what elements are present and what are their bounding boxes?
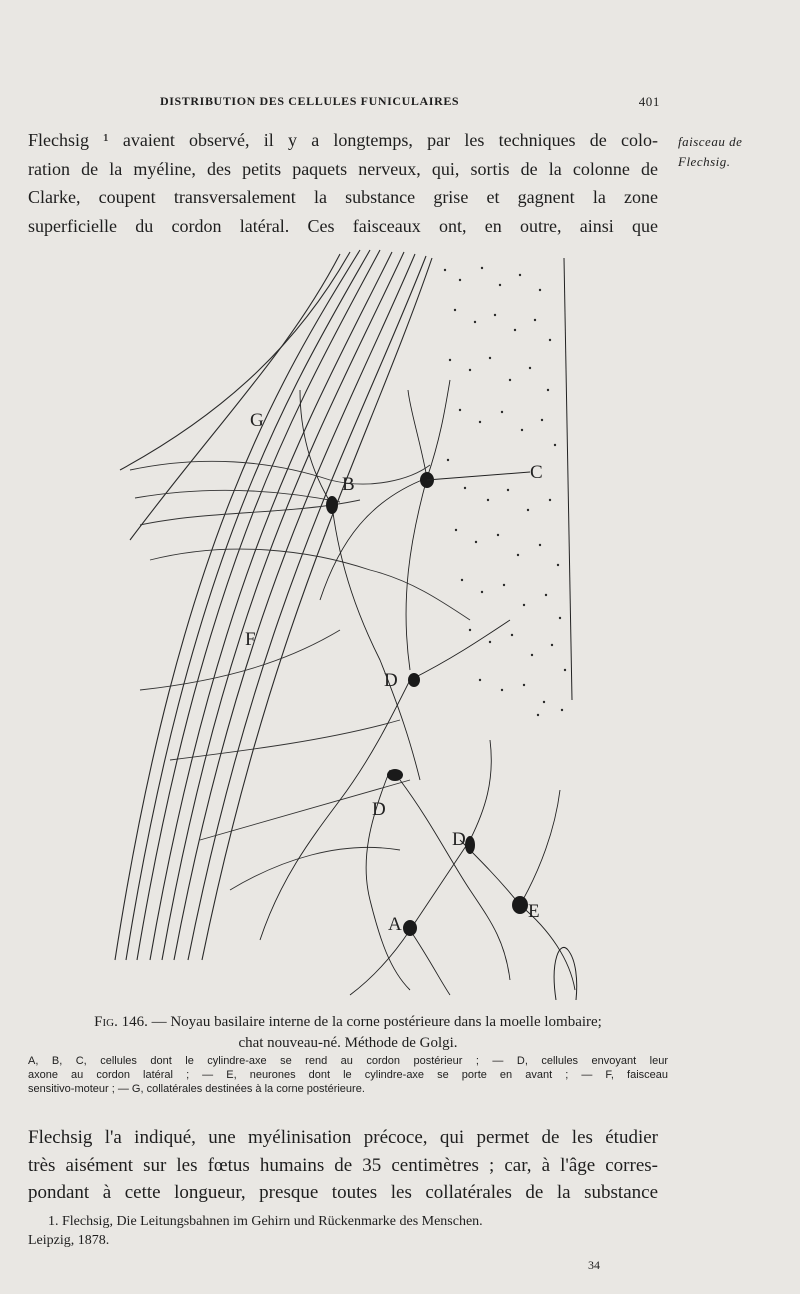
footnote-line: 1. Flechsig, Die Leitungsbahnen im Gehirn und Rückenmarke des Menschen. (48, 1214, 483, 1229)
text-line: pondant à cette longueur, presque toutes les collatérales de la substance (28, 1182, 658, 1203)
golgi-drawing (110, 240, 590, 1000)
legend-line: A, B, C, cellules dont le cylindre-axe se rend au cordon postérieur ; — D, cellules envoyant leur (28, 1055, 668, 1067)
text-line: très aisément sur les fœtus humains de 35 centimètres ; car, à l'âge corres- (28, 1154, 658, 1176)
label-e: E (528, 901, 540, 922)
label-d-upper: D (384, 670, 398, 691)
running-head-title: DISTRIBUTION DES CELLULES FUNICULAIRES (160, 94, 460, 108)
page-number: 401 (638, 94, 660, 109)
label-g: G (250, 410, 264, 431)
label-d-middle: D (372, 799, 386, 820)
text-line: Clarke, coupent transversalement la substance grise et gagnent la zone (28, 187, 658, 208)
footnote-line: Leipzig, 1878. (28, 1233, 110, 1248)
paragraph-top (28, 126, 658, 241)
label-c: C (530, 462, 543, 483)
cell-bodies (326, 472, 528, 936)
figure-number: Fig. 146. (94, 1014, 148, 1030)
text-line: Flechsig l'a indiqué, une myélinisation précoce, qui permet de les étudier (28, 1127, 658, 1148)
text-line: superficielle du cordon latéral. Ces faisceaux ont, en outre, ainsi que (28, 216, 658, 237)
figure-146-illustration (110, 240, 590, 1000)
label-f: F (245, 629, 256, 650)
margin-note-line: Flechsig. (678, 154, 731, 169)
outline-right (427, 258, 577, 1000)
margin-note (678, 132, 798, 172)
stippled-substance (444, 267, 566, 716)
caption-text: — Noyau basilaire interne de la corne postérieure dans la moelle lombaire; (151, 1014, 602, 1030)
text-line: Flechsig ¹ avaient observé, il y a longtemps, par les techniques de colo- (28, 130, 658, 150)
legend-line: sensitivo-moteur ; — G, collatérales destinées à la corne postérieure. (28, 1083, 365, 1095)
margin-note-line: faisceau de (678, 134, 743, 149)
caption-line-2: chat nouveau-né. Méthode de Golgi. (238, 1035, 458, 1051)
footnote (28, 1212, 668, 1250)
caption-line-1 (28, 1012, 668, 1033)
paragraph-bottom (28, 1124, 658, 1207)
label-a: A (388, 914, 402, 935)
text-line: ration de la myéline, des petits paquets nerveux, qui, sortis de la colonne de (28, 158, 658, 179)
fiber-bundle-f (115, 250, 432, 960)
figure-legend (28, 1054, 668, 1096)
figure-caption (28, 1012, 668, 1054)
label-d-right: D (452, 829, 466, 850)
legend-line: axone au cordon latéral ; — E, neurones dont le cylindre-axe se porte en avant ; — F, faisceau (28, 1069, 668, 1081)
label-b: B (342, 474, 355, 495)
signature-mark: 34 (588, 1258, 600, 1272)
